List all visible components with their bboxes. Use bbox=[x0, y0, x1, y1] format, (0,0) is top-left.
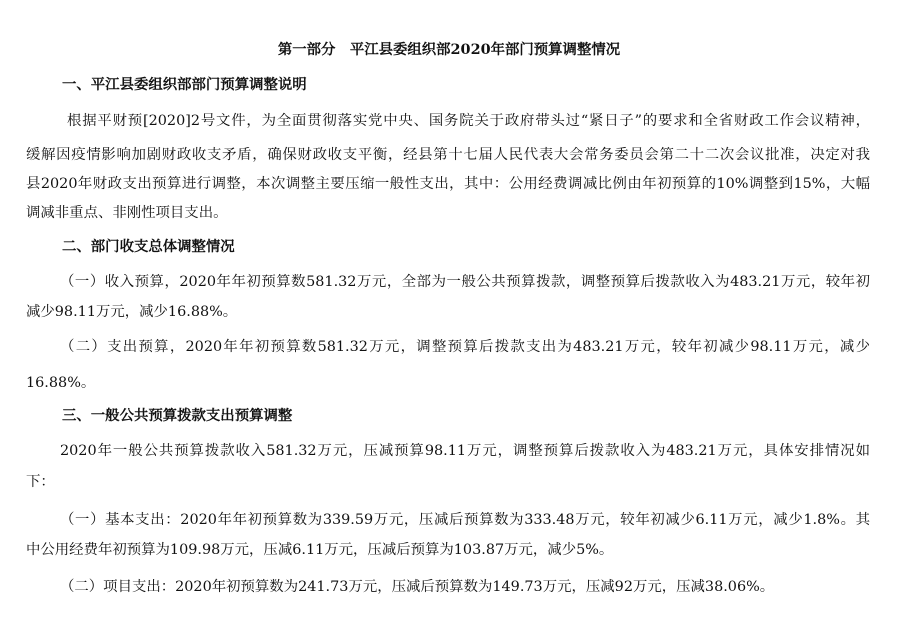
section1-line-2: 缓解因疫情影响加剧财政收支矛盾，确保财政收支平衡，经县第十七届人民代表大会常务委员会第二十二次会议批准，决定对我 bbox=[26, 147, 870, 163]
section2-para2-line-1: （二）支出预算，2020年年初预算数581.32万元，调整预算后拨款支出为483.21万元，较年初减少98.11万元，减少 bbox=[60, 339, 870, 355]
section3-para2-line-2: 中公用经费年初预算为109.98万元，压减6.11万元，压减后预算为103.87万元，减少5%。 bbox=[26, 542, 614, 558]
section3-para3-line-1: （二）项目支出：2020年初预算数为241.73万元，压减后预算数为149.73万元，压减92万元，压减38.06%。 bbox=[60, 579, 775, 595]
section1-line-1: 根据平财预[2020]2号文件，为全面贯彻落实党中央、国务院关于政府带头过“紧日子”的要求和全省财政工作会议精神， bbox=[67, 113, 870, 129]
section3-para2-line-1: （一）基本支出：2020年年初预算数为339.59万元，压减后预算数为333.48万元，较年初减少6.11万元，减少1.8%。其 bbox=[60, 512, 870, 528]
section2-para1-line-2: 减少98.11万元，减少16.88%。 bbox=[26, 304, 238, 320]
page-title: 第一部分 平江县委组织部2020年部门预算调整情况 bbox=[277, 41, 621, 58]
section1-line-3: 县2020年财政支出预算进行调整，本次调整主要压缩一般性支出，其中：公用经费调减比例由年初预算的10%调整到15%，大幅 bbox=[26, 176, 870, 192]
section1-heading: 一、平江县委组织部部门预算调整说明 bbox=[62, 76, 307, 93]
section3-para1-line-2: 下： bbox=[26, 474, 55, 490]
section2-heading: 二、部门收支总体调整情况 bbox=[62, 238, 235, 255]
section2-para1-line-1: （一）收入预算，2020年年初预算数581.32万元，全部为一般公共预算拨款，调整预算后拨款收入为483.21万元，较年初 bbox=[60, 274, 870, 290]
section2-para2-line-2: 16.88%。 bbox=[26, 375, 96, 391]
section1-line-4: 调减非重点、非刚性项目支出。 bbox=[26, 205, 228, 221]
section3-para1-line-1: 2020年一般公共预算拨款收入581.32万元，压减预算98.11万元，调整预算后拨款收入为483.21万元，具体安排情况如 bbox=[60, 443, 870, 459]
section3-heading: 三、一般公共预算拨款支出预算调整 bbox=[62, 407, 293, 424]
